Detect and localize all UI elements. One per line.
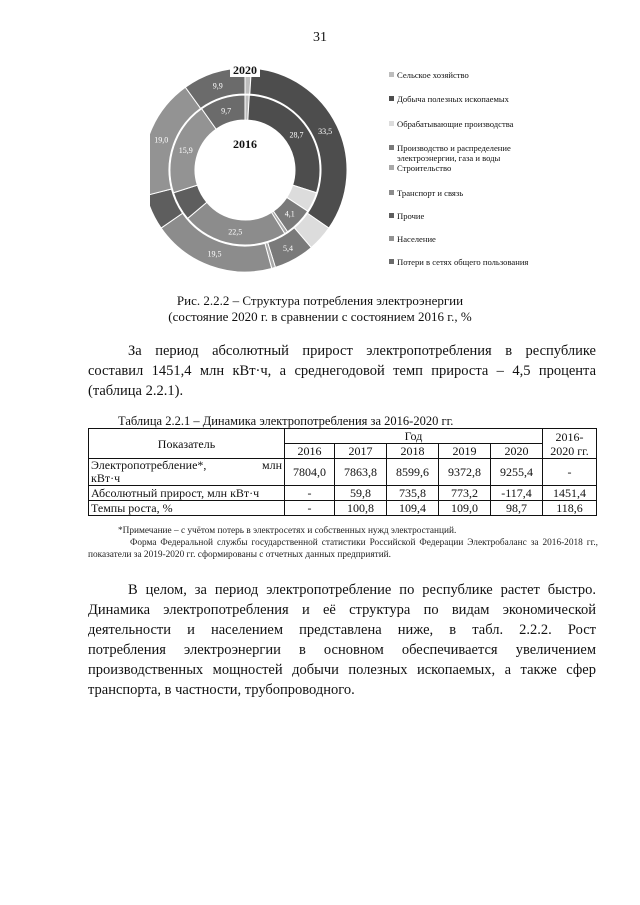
legend-swatch <box>389 72 394 77</box>
paragraph-line: деятельности и населением представлена ниже, в табл. 2.2.2. Рост <box>88 622 596 638</box>
table-cell: 9372,8 <box>439 459 491 486</box>
paragraph-line: производственных мощностей добычи полезных ископаемых, а также сфер <box>88 662 596 678</box>
legend-item <box>389 163 629 173</box>
row-label <box>89 459 285 486</box>
legend-item <box>389 234 629 244</box>
slice-value-label: 33,5 <box>318 127 333 137</box>
row-label: Темпы роста, % <box>89 501 285 516</box>
legend-item <box>389 257 629 267</box>
header-indicator: Показатель <box>89 429 285 459</box>
slice-value-label: 4,1 <box>284 209 295 219</box>
row-label: Абсолютный прирост, млн кВт·ч <box>89 486 285 501</box>
legend-swatch <box>389 145 394 150</box>
legend-label: Потери в сетях общего пользования <box>397 257 529 267</box>
slice-value-label: 19,0 <box>154 135 169 145</box>
legend-swatch <box>389 96 394 101</box>
legend-label: Население <box>397 234 436 244</box>
paragraph-line: транспорта, в частности, трубопроводного. <box>88 682 355 698</box>
table-cell: - <box>285 501 335 516</box>
table-cell: 109,4 <box>387 501 439 516</box>
outer-ring-year-label: 2020 <box>233 63 257 77</box>
header-year: 2018 <box>387 444 439 459</box>
legend-label: Прочие <box>397 211 425 221</box>
paragraph-line: За период абсолютный прирост электропотребления в республике <box>128 343 596 359</box>
paragraph-conclusion <box>88 580 596 700</box>
table-cell-total: 118,6 <box>543 501 597 516</box>
row-label-part: Электропотребление*, <box>91 458 207 472</box>
legend-swatch <box>389 121 394 126</box>
inner-ring-year-label: 2016 <box>233 137 257 151</box>
table-note: *Примечание – с учётом потерь в электросетях и собственных нужд электростанций. <box>118 526 457 536</box>
legend-swatch <box>389 190 394 195</box>
table-cell-total: 1451,4 <box>543 486 597 501</box>
table-cell: 773,2 <box>439 486 491 501</box>
structure-donut-chart <box>150 62 350 277</box>
paragraph-line: составил 1451,4 млн кВт·ч, а среднегодовой темп прироста – 4,5 процента <box>88 363 596 379</box>
table-row <box>89 486 597 501</box>
legend-label: Строительство <box>397 163 452 173</box>
legend-label: Сельское хозяйство <box>397 70 469 80</box>
slice-value-label: 19,5 <box>207 249 222 259</box>
table-cell: - <box>285 486 335 501</box>
table-cell: 109,0 <box>439 501 491 516</box>
paragraph-line: Динамика электропотребления и её структура по видам экономической <box>88 602 596 618</box>
table-cell: 8599,6 <box>387 459 439 486</box>
legend-label: Производство и распределение электроэнергии, газа и воды <box>397 143 511 163</box>
paragraph-line: В целом, за период электропотребление по республике растет быстро. <box>128 582 596 598</box>
legend-label: Транспорт и связь <box>397 188 464 198</box>
header-year: 2016 <box>285 444 335 459</box>
table-cell: 735,8 <box>387 486 439 501</box>
slice-value-label: 9,7 <box>221 106 232 116</box>
legend-swatch <box>389 259 394 264</box>
legend-swatch <box>389 236 394 241</box>
paragraph-line: (таблица 2.2.1). <box>88 383 184 399</box>
table-cell: 7804,0 <box>285 459 335 486</box>
table-cell: 100,8 <box>335 501 387 516</box>
paragraph-line: потребления электроэнергии в основном обеспечивается увеличением <box>88 642 596 658</box>
table-row <box>89 501 597 516</box>
slice-value-label: 9,9 <box>212 81 223 91</box>
figure-caption-line1: Рис. 2.2.2 – Структура потребления электроэнергии <box>176 293 464 308</box>
legend-swatch <box>389 165 394 170</box>
slice-value-label: 15,9 <box>178 146 193 156</box>
table-cell: 98,7 <box>491 501 543 516</box>
slice-value-label: 28,7 <box>289 130 304 140</box>
legend-item <box>389 188 629 198</box>
row-label-part: кВт·ч <box>91 471 121 485</box>
table-cell-total: - <box>543 459 597 486</box>
legend-label: Добыча полезных ископаемых <box>397 94 509 104</box>
table-caption: Таблица 2.2.1 – Динамика электропотребления за 2016-2020 гг. <box>118 414 454 428</box>
legend-item <box>389 143 629 163</box>
legend-item <box>389 94 629 104</box>
header-year: 2017 <box>335 444 387 459</box>
figure-caption-line2: (состояние 2020 г. в сравнении с состоянием 2016 г., % <box>168 309 472 324</box>
table-source-note: Форма Федеральной службы государственной статистики Российской Федерации Электробаланс за 2016-2018 гг., показатели за 2019-2020 гг. сформированы с отчетных данных предприятий. <box>88 538 598 560</box>
legend-label: Обрабатывающие производства <box>397 119 514 129</box>
figure-caption <box>0 293 640 325</box>
legend-swatch <box>389 213 394 218</box>
table-cell: 7863,8 <box>335 459 387 486</box>
table-cell: 59,8 <box>335 486 387 501</box>
inner-ring-2016 <box>170 95 320 245</box>
legend-item <box>389 119 629 129</box>
slice-value-label: 22,5 <box>228 227 243 237</box>
table-cell: 9255,4 <box>491 459 543 486</box>
table-cell: -117,4 <box>491 486 543 501</box>
header-period: 2016-2020 гг. <box>543 429 597 459</box>
header-year-group: Год <box>285 429 543 444</box>
consumption-table <box>88 428 597 516</box>
legend-item <box>389 70 629 80</box>
slice-value-label: 5,4 <box>283 243 293 253</box>
header-year: 2020 <box>491 444 543 459</box>
paragraph-absolute-growth <box>88 341 596 401</box>
table-row <box>89 459 597 486</box>
row-label-part: млн <box>261 458 282 472</box>
legend-item <box>389 211 629 221</box>
header-year: 2019 <box>439 444 491 459</box>
page-number: 31 <box>313 30 327 45</box>
